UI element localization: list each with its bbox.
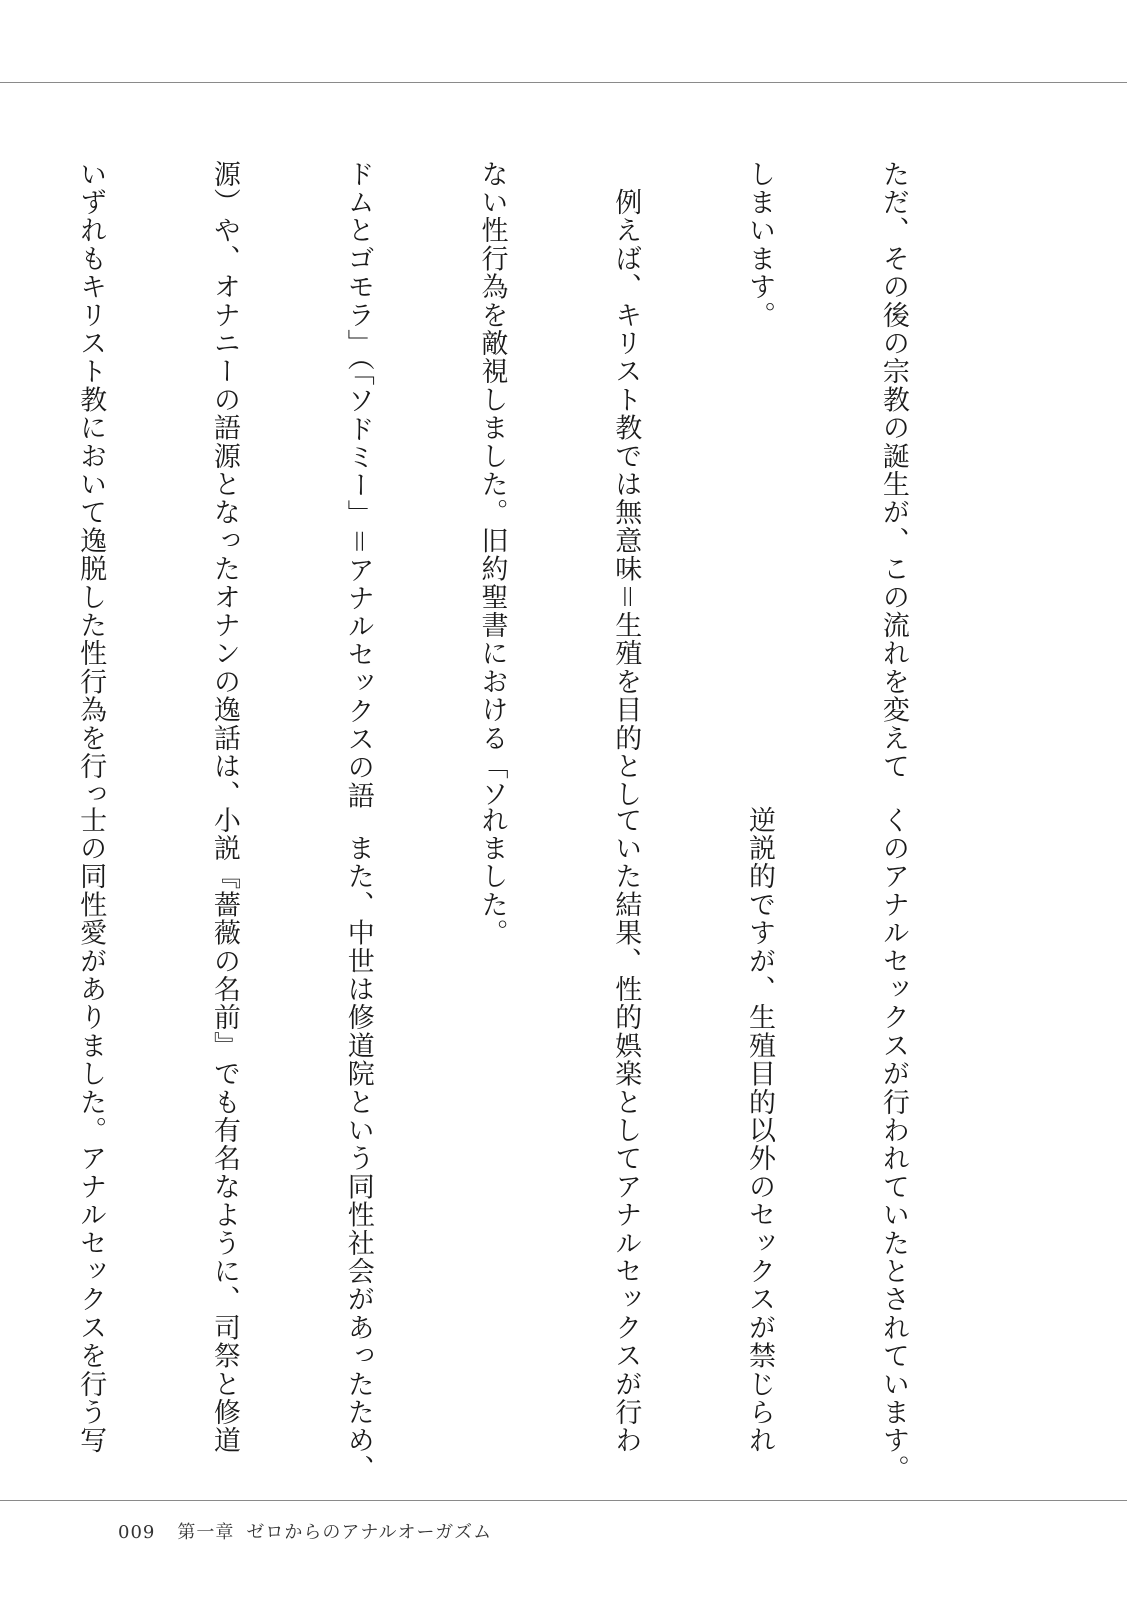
- text-line: ただ、その後の宗教の誕生が、この流れを変えて: [877, 160, 909, 781]
- text-line: ていた結果、性的娯楽としてアナルセックスが行わ: [610, 806, 642, 1455]
- chapter-label: 第一章: [177, 1522, 235, 1543]
- chapter-title: ゼロからのアナルオーガズム: [246, 1522, 493, 1543]
- text-line: 逆説的ですが、生殖目的以外のセックスが禁じられ: [744, 806, 776, 1455]
- text-line: れました。: [476, 806, 508, 947]
- header-rule: [0, 82, 1127, 83]
- upper-text-block: [0, 160, 1004, 810]
- text-line: 小説『薔薇の名前』でも有名なように、司祭と修道: [208, 806, 240, 1455]
- text-line: ドムとゴモラ」（「ソドミー」＝アナルセックスの語: [342, 160, 374, 810]
- text-line: しまいます。: [744, 160, 776, 330]
- text-line: 例えば、キリスト教では無意味＝生殖を目的とし: [610, 160, 642, 809]
- lower-text-block: [0, 806, 1004, 1483]
- text-line: 士の同性愛がありました。アナルセックスを行う写: [75, 806, 107, 1455]
- text-line: また、中世は修道院という同性社会があったため、: [342, 806, 374, 1483]
- text-line: いずれもキリスト教において逸脱した性行為を行っ: [75, 160, 107, 809]
- page-footer: [118, 1518, 492, 1544]
- text-line: ない性行為を敵視しました。旧約聖書における「ソ: [476, 160, 508, 809]
- footer-rule: [0, 1500, 1127, 1501]
- text-line: 源）や、オナニーの語源となったオナンの逸話は、: [208, 160, 240, 809]
- page-number: 009: [118, 1522, 156, 1543]
- text-line: くのアナルセックスが行われていたとされています。: [877, 806, 909, 1483]
